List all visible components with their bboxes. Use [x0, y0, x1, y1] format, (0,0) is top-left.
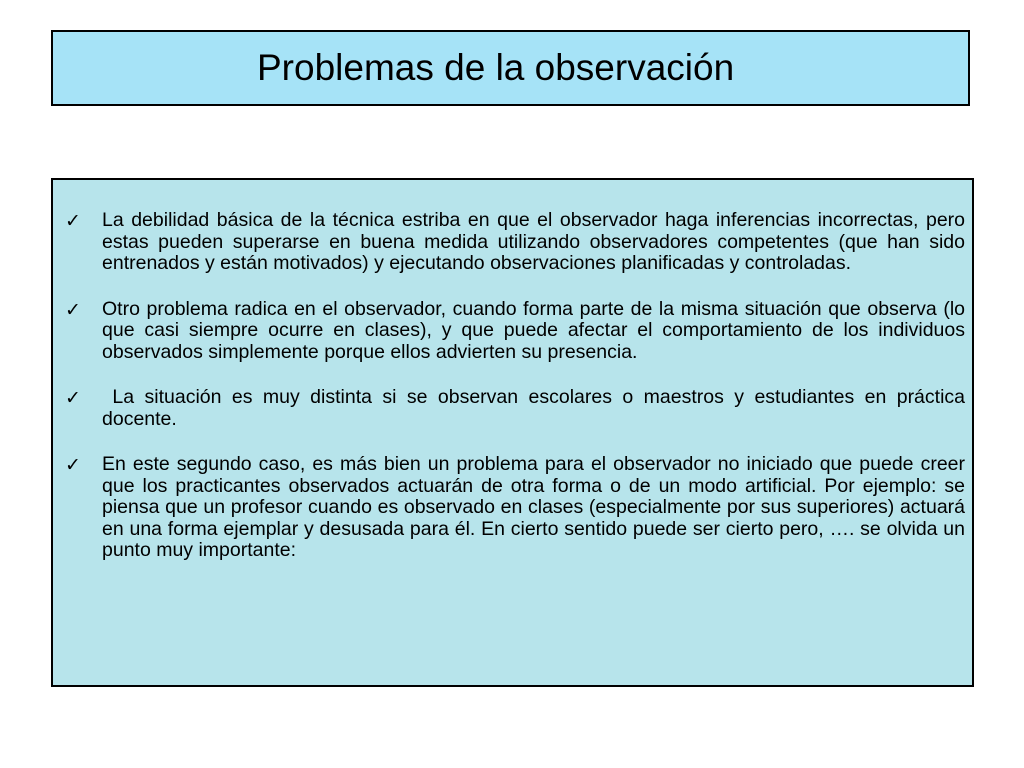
checkmark-icon: ✓ — [65, 210, 81, 232]
bullet-text: Otro problema radica en el observador, cuando forma parte de la misma situación que observa (lo que casi siempre ocurre en clases), y que puede afectar el comportamiento de los individuos observados simplemente porque ellos advierten su presencia. — [102, 297, 965, 363]
bullet-text: En este segundo caso, es más bien un problema para el observador no iniciado que puede creer que los practicantes observados actuarán de otra forma o de un modo artificial. Por ejemplo: se piensa que un profesor cuando es observado en clases (especialmente por sus superiores) actuará en una forma ejemplar y desusada para él. En cierto sentido puede ser cierto pero, …. se olvida un punto muy importante: — [102, 453, 965, 561]
bullet-item-3 — [65, 386, 971, 430]
checkmark-icon: ✓ — [65, 387, 81, 409]
title-box — [51, 30, 970, 106]
slide-title: Problemas de la observación — [257, 47, 735, 88]
bullet-item-1 — [65, 210, 965, 275]
bullet-text: La situación es muy distinta si se observan escolares o maestros y estudiantes en práctica docente. — [102, 386, 971, 430]
bullet-item-2 — [65, 299, 965, 364]
bullet-item-4 — [65, 454, 965, 562]
bullet-text: La debilidad básica de la técnica estriba en que el observador haga inferencias incorrectas, pero estas pueden superarse en buena medida utilizando observadores competentes (que han sido entrenados y están motivados) y ejecutando observaciones planificadas y controladas. — [102, 209, 965, 274]
checkmark-icon: ✓ — [65, 298, 81, 321]
content-box — [51, 178, 974, 687]
checkmark-icon: ✓ — [65, 454, 81, 476]
bullet-list — [65, 209, 971, 586]
